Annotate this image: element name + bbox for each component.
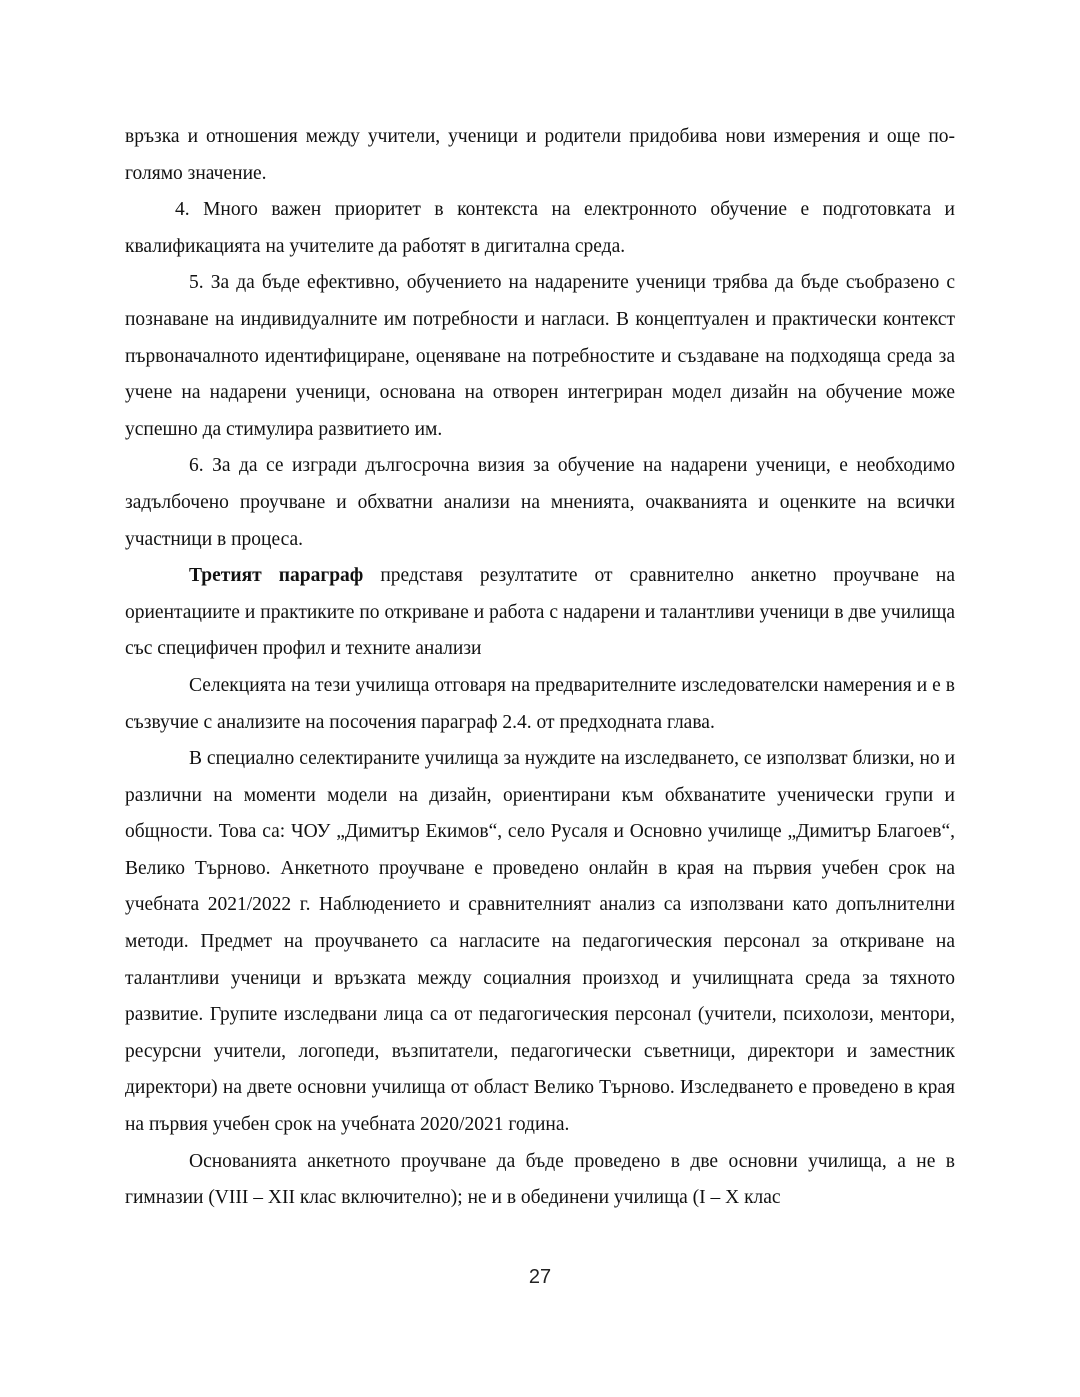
paragraph-item-5: 5. За да бъде ефективно, обучението на надарените ученици трябва да бъде съобразено с познаване на индивидуалните им потребности и нагласи. В концептуален и практически контекст първоначалното идентифициране, оценяване на потребностите и създаване на подходяща среда за учене на надарени ученици, основана на отворен интегриран модел дизайн на обучение може успешно да стимулира развитието им.: [125, 272, 955, 440]
paragraph-third-paragraph: [125, 558, 955, 668]
paragraph-item-4: 4. Много важен приоритет в контекста на електронното обучение е подготовката и квалификацията на учителите да работят в дигитална среда.: [125, 199, 955, 257]
paragraph-selection: Селекцията на тези училища отговаря на предварителните изследователски намерения и е в съзвучие с анализите на посочения параграф 2.4. от предходната глава.: [125, 674, 955, 733]
paragraph-item-6: 6. За да се изгради дългосрочна визия за обучение на надарени ученици, е необходимо задълбочено проучване и обхватни анализи на мненията, очакванията и оценките на всички участници в процеса.: [125, 455, 955, 550]
page-number: 27: [528, 1266, 552, 1288]
paragraph-text: представя резултатите от сравнително анкетно проучване на ориентациите и практиките по откриване и работа с надарени и талантливи ученици в две училища със специфичен профил и техните анализи: [125, 565, 956, 660]
bold-lead-phrase: Третият параграф: [189, 565, 364, 587]
paragraph-continuation: връзка и отношения между учители, ученици и родители придобива нови измерения и още по-голямо значение.: [125, 126, 955, 184]
body-text: [125, 119, 955, 1217]
paragraph-schools: В специално селектираните училища за нуждите на изследването, се използват близки, но и различни на моменти модели на дизайн, ориентирани към обхванатите ученически групи и общности. Това са: ЧОУ „Димитър Екимов“, село Русаля и Основно училище „Димитър Благоев“, Велико Търново. Анкетното проучване е проведено онлайн в края на първия учебен срок на учебната 2021/2022 г. Наблюдението и сравнителният анализ са използвани като допълнителни методи. Предмет на проучването са нагласите на педагогическия персонал за откриване на талантливи ученици и връзката между социалния произход и училищната среда за тяхното развитие. Групите изследвани лица са от педагогическия персонал (учители, психолози, ментори, ресурсни учители, логопеди, възпитатели, педагогически съветници, директори и заместник директори) на двете основни училища от област Велико Търново. Изследването е проведено в края на първия учебен срок на учебната 2020/2021 година.: [125, 748, 955, 1136]
paragraph-reasons: Основанията анкетното проучване да бъде проведено в две основни училища, а не в гимназии (VIII – XII клас включително); не и в обединени училища (I – X клас: [125, 1150, 955, 1209]
